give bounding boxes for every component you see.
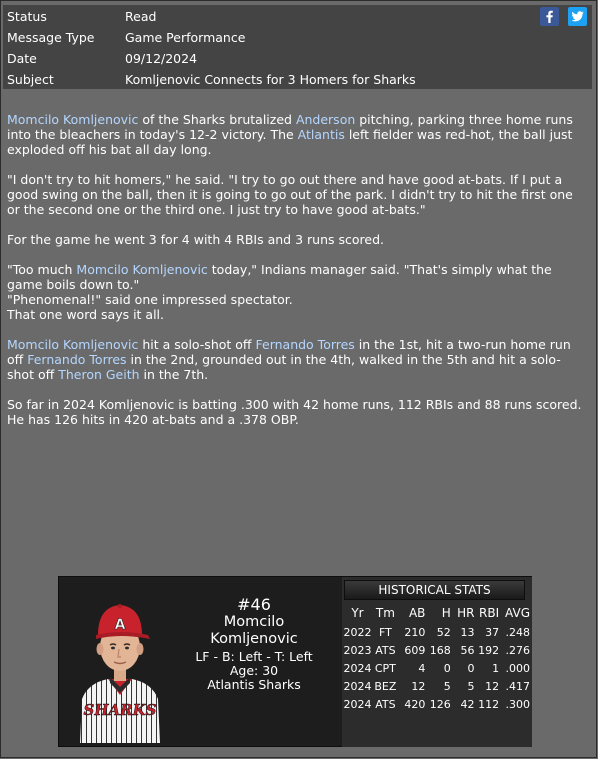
header-label: Message Type bbox=[7, 30, 95, 45]
table-cell: 12 bbox=[411, 679, 426, 693]
facebook-share-button[interactable] bbox=[540, 7, 559, 26]
table-cell: 12 bbox=[485, 679, 500, 693]
table-row bbox=[342, 623, 532, 641]
historical-stats-title: HISTORICAL STATS bbox=[344, 580, 525, 600]
player-portrait[interactable] bbox=[74, 591, 166, 743]
column-header: AVG bbox=[505, 606, 530, 620]
table-cell: .000 bbox=[505, 661, 530, 675]
team-link[interactable]: Atlantis bbox=[297, 127, 345, 142]
historical-stats-table bbox=[342, 603, 532, 713]
player-link[interactable]: Fernando Torres bbox=[27, 352, 127, 367]
table-cell: 5 bbox=[443, 679, 451, 693]
article-paragraph: So far in 2024 Komljenovic is batting .300 with 42 home runs, 112 RBIs and 88 runs scored. He has 126 hits in 420 at-bats and a .378 OBP. bbox=[7, 397, 582, 427]
table-cell: 2024 bbox=[343, 697, 372, 711]
table-row bbox=[342, 659, 532, 677]
article-text: pitching, parking three home runs into the bleachers in today's 12-2 victory. The bbox=[7, 112, 573, 142]
player-last-name: Komljenovic bbox=[210, 631, 298, 647]
table-cell: 126 bbox=[429, 697, 451, 711]
facebook-icon bbox=[540, 7, 559, 26]
table-cell: 2022 bbox=[343, 625, 372, 639]
table-cell: 42 bbox=[460, 697, 475, 711]
column-header: Yr bbox=[351, 606, 364, 620]
table-cell: 0 bbox=[467, 661, 475, 675]
table-cell: .300 bbox=[505, 697, 530, 711]
player-link[interactable]: Momcilo Komljenovic bbox=[7, 337, 139, 352]
table-cell: BEZ bbox=[374, 679, 397, 693]
article-paragraph: "I don't try to hit homers," he said. "I try to go out there and have good at-bats. If I put a good swing on the ball, then it is going to go out of the park. I didn't try to hit the first one or the second one or the third one. I just try to have good at-bats." bbox=[7, 172, 573, 217]
cap-logo: A bbox=[114, 617, 126, 633]
table-cell: 112 bbox=[478, 697, 500, 711]
table-cell: 5 bbox=[467, 679, 475, 693]
article-paragraph bbox=[7, 337, 583, 382]
article-text: hit a solo-shot off bbox=[138, 337, 256, 352]
player-first-name: Momcilo bbox=[223, 614, 285, 630]
table-row bbox=[342, 641, 532, 659]
article-text: of the Sharks brutalized bbox=[138, 112, 296, 127]
table-cell: .276 bbox=[505, 643, 530, 657]
table-cell: 420 bbox=[404, 697, 426, 711]
column-header: Tm bbox=[375, 606, 395, 620]
header-label: Subject bbox=[7, 72, 54, 87]
column-header: RBI bbox=[479, 606, 500, 620]
article-text: today," Indians manager said. "That's simply what the game boils down to." bbox=[7, 262, 552, 292]
table-cell: CPT bbox=[374, 661, 396, 675]
table-cell: 13 bbox=[460, 625, 475, 639]
article-paragraph bbox=[7, 262, 583, 322]
article-text: in the 2nd, grounded out in the 4th, walked in the 5th and hit a solo-shot off bbox=[7, 352, 561, 382]
table-cell: 52 bbox=[436, 625, 451, 639]
table-row bbox=[342, 695, 532, 713]
header-value: Komljenovic Connects for 3 Homers for Sharks bbox=[125, 72, 416, 87]
player-link[interactable]: Theron Geith bbox=[58, 367, 140, 382]
article-text: "Phenomenal!" said one impressed spectator. bbox=[7, 292, 293, 307]
table-cell: 56 bbox=[460, 643, 475, 657]
article-paragraph bbox=[7, 112, 583, 157]
column-header: H bbox=[441, 606, 451, 620]
article-paragraph: For the game he went 3 for 4 with 4 RBIs and 3 runs scored. bbox=[7, 232, 384, 247]
table-cell: .417 bbox=[505, 679, 530, 693]
header-value: 09/12/2024 bbox=[125, 51, 198, 66]
jersey-logo: SHARKS bbox=[83, 701, 157, 719]
table-cell: 609 bbox=[404, 643, 426, 657]
article-text: in the 7th. bbox=[139, 367, 209, 382]
table-cell: 2024 bbox=[343, 679, 372, 693]
player-position: LF - B: Left - T: Left bbox=[195, 649, 313, 664]
table-cell: 37 bbox=[485, 625, 500, 639]
article-body bbox=[7, 112, 583, 442]
table-cell: FT bbox=[378, 625, 392, 639]
article-text: That one word says it all. bbox=[7, 307, 165, 322]
player-age: Age: 30 bbox=[229, 663, 279, 678]
article-text: in the 1st, hit a two-run home run off bbox=[7, 337, 571, 367]
table-cell: 0 bbox=[443, 661, 451, 675]
stats-header-row bbox=[342, 603, 532, 623]
table-cell: ATS bbox=[375, 643, 396, 657]
table-cell: 4 bbox=[418, 661, 426, 675]
article-text: left fielder was red-hot, the ball just exploded off his bat all day long. bbox=[7, 127, 573, 157]
header-value: Game Performance bbox=[125, 30, 246, 45]
historical-stats-panel bbox=[342, 577, 532, 747]
header-label: Date bbox=[7, 51, 37, 66]
header-value: Read bbox=[125, 9, 157, 24]
player-link[interactable]: Momcilo Komljenovic bbox=[76, 262, 208, 277]
table-row bbox=[342, 677, 532, 695]
header-label: Status bbox=[7, 9, 47, 24]
table-cell: 2024 bbox=[343, 661, 372, 675]
table-cell: 192 bbox=[478, 643, 500, 657]
player-number: #46 bbox=[237, 595, 271, 614]
table-cell: .248 bbox=[505, 625, 530, 639]
table-cell: 1 bbox=[492, 661, 500, 675]
player-link[interactable]: Fernando Torres bbox=[255, 337, 355, 352]
twitter-share-button[interactable] bbox=[568, 7, 587, 26]
twitter-icon bbox=[568, 7, 587, 26]
article-text: "Too much bbox=[7, 262, 77, 277]
table-cell: 168 bbox=[429, 643, 451, 657]
column-header: HR bbox=[457, 606, 475, 620]
table-cell: ATS bbox=[375, 697, 396, 711]
player-name[interactable] bbox=[194, 614, 314, 648]
message-header bbox=[3, 5, 592, 89]
player-link[interactable]: Momcilo Komljenovic bbox=[7, 112, 139, 127]
player-card bbox=[58, 576, 532, 747]
player-team: Atlantis Sharks bbox=[207, 677, 301, 692]
column-header: AB bbox=[408, 606, 426, 620]
table-cell: 2023 bbox=[343, 643, 372, 657]
team-link[interactable]: Anderson bbox=[295, 112, 356, 127]
table-cell: 210 bbox=[404, 625, 426, 639]
